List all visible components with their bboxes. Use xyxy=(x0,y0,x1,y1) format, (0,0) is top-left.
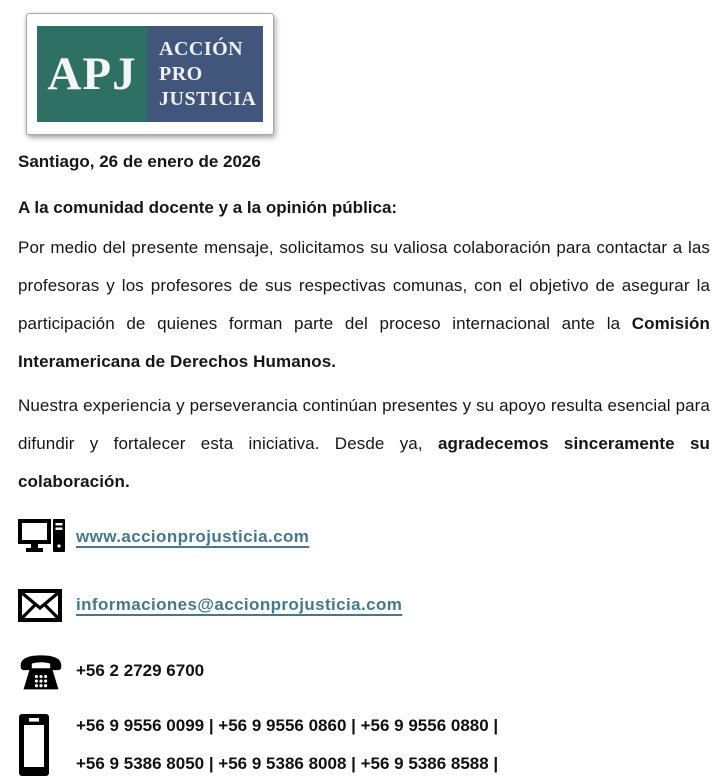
email-link[interactable]: informaciones@accionprojusticia.com xyxy=(76,595,403,614)
paragraph-1 xyxy=(18,229,710,381)
website-row xyxy=(18,515,710,559)
telephone-icon xyxy=(18,651,76,691)
paragraph-1-regular: Por medio del presente mensaje, solicitamos su valiosa colaboración para contactar a las profesoras y los profesores de sus respectivas comunas, con el objetivo de asegurar la participación de quienes forman parte del proceso internacional ante la xyxy=(18,238,710,333)
landline-number: +56 2 2729 6700 xyxy=(76,661,205,680)
org-name-line-1: ACCIÓN xyxy=(159,37,244,60)
paragraph-2 xyxy=(18,387,710,501)
apj-logo-name-panel xyxy=(147,26,263,122)
mobile-row xyxy=(18,707,710,783)
apj-logo xyxy=(26,13,274,135)
envelope-icon xyxy=(18,589,76,622)
smartphone-icon xyxy=(18,713,76,777)
apj-monogram: APJ xyxy=(47,48,137,100)
website-link[interactable]: www.accionprojusticia.com xyxy=(76,527,310,546)
letter-page xyxy=(18,13,710,783)
paragraph-2-bold: agradecemos sinceramente su colaboración. xyxy=(18,434,710,491)
mobile-numbers xyxy=(76,707,498,783)
mobile-numbers-line-1: +56 9 9556 0099 | +56 9 9556 0860 | +56 9 9556 0880 | xyxy=(76,716,499,735)
paragraph-2-regular: Nuestra experiencia y perseverancia continúan presentes y su apoyo resulta esencial para difundir y fortalecer esta iniciativa. Desde ya, xyxy=(18,396,710,453)
salutation: A la comunidad docente y a la opinión pública: xyxy=(18,198,398,217)
landline-row xyxy=(18,649,710,693)
paragraph-1-bold: Comisión Interamericana de Derechos Humanos. xyxy=(18,314,710,371)
org-name-line-2: PRO xyxy=(159,62,203,85)
date-line: Santiago, 26 de enero de 2026 xyxy=(18,152,261,171)
computer-icon xyxy=(18,518,76,556)
apj-logo-monogram-panel xyxy=(37,26,147,122)
email-row xyxy=(18,583,710,627)
org-name-line-3: JUSTICIA xyxy=(159,87,257,110)
mobile-numbers-line-2: +56 9 5386 8050 | +56 9 5386 8008 | +56 9 5386 8588 | xyxy=(76,754,499,773)
